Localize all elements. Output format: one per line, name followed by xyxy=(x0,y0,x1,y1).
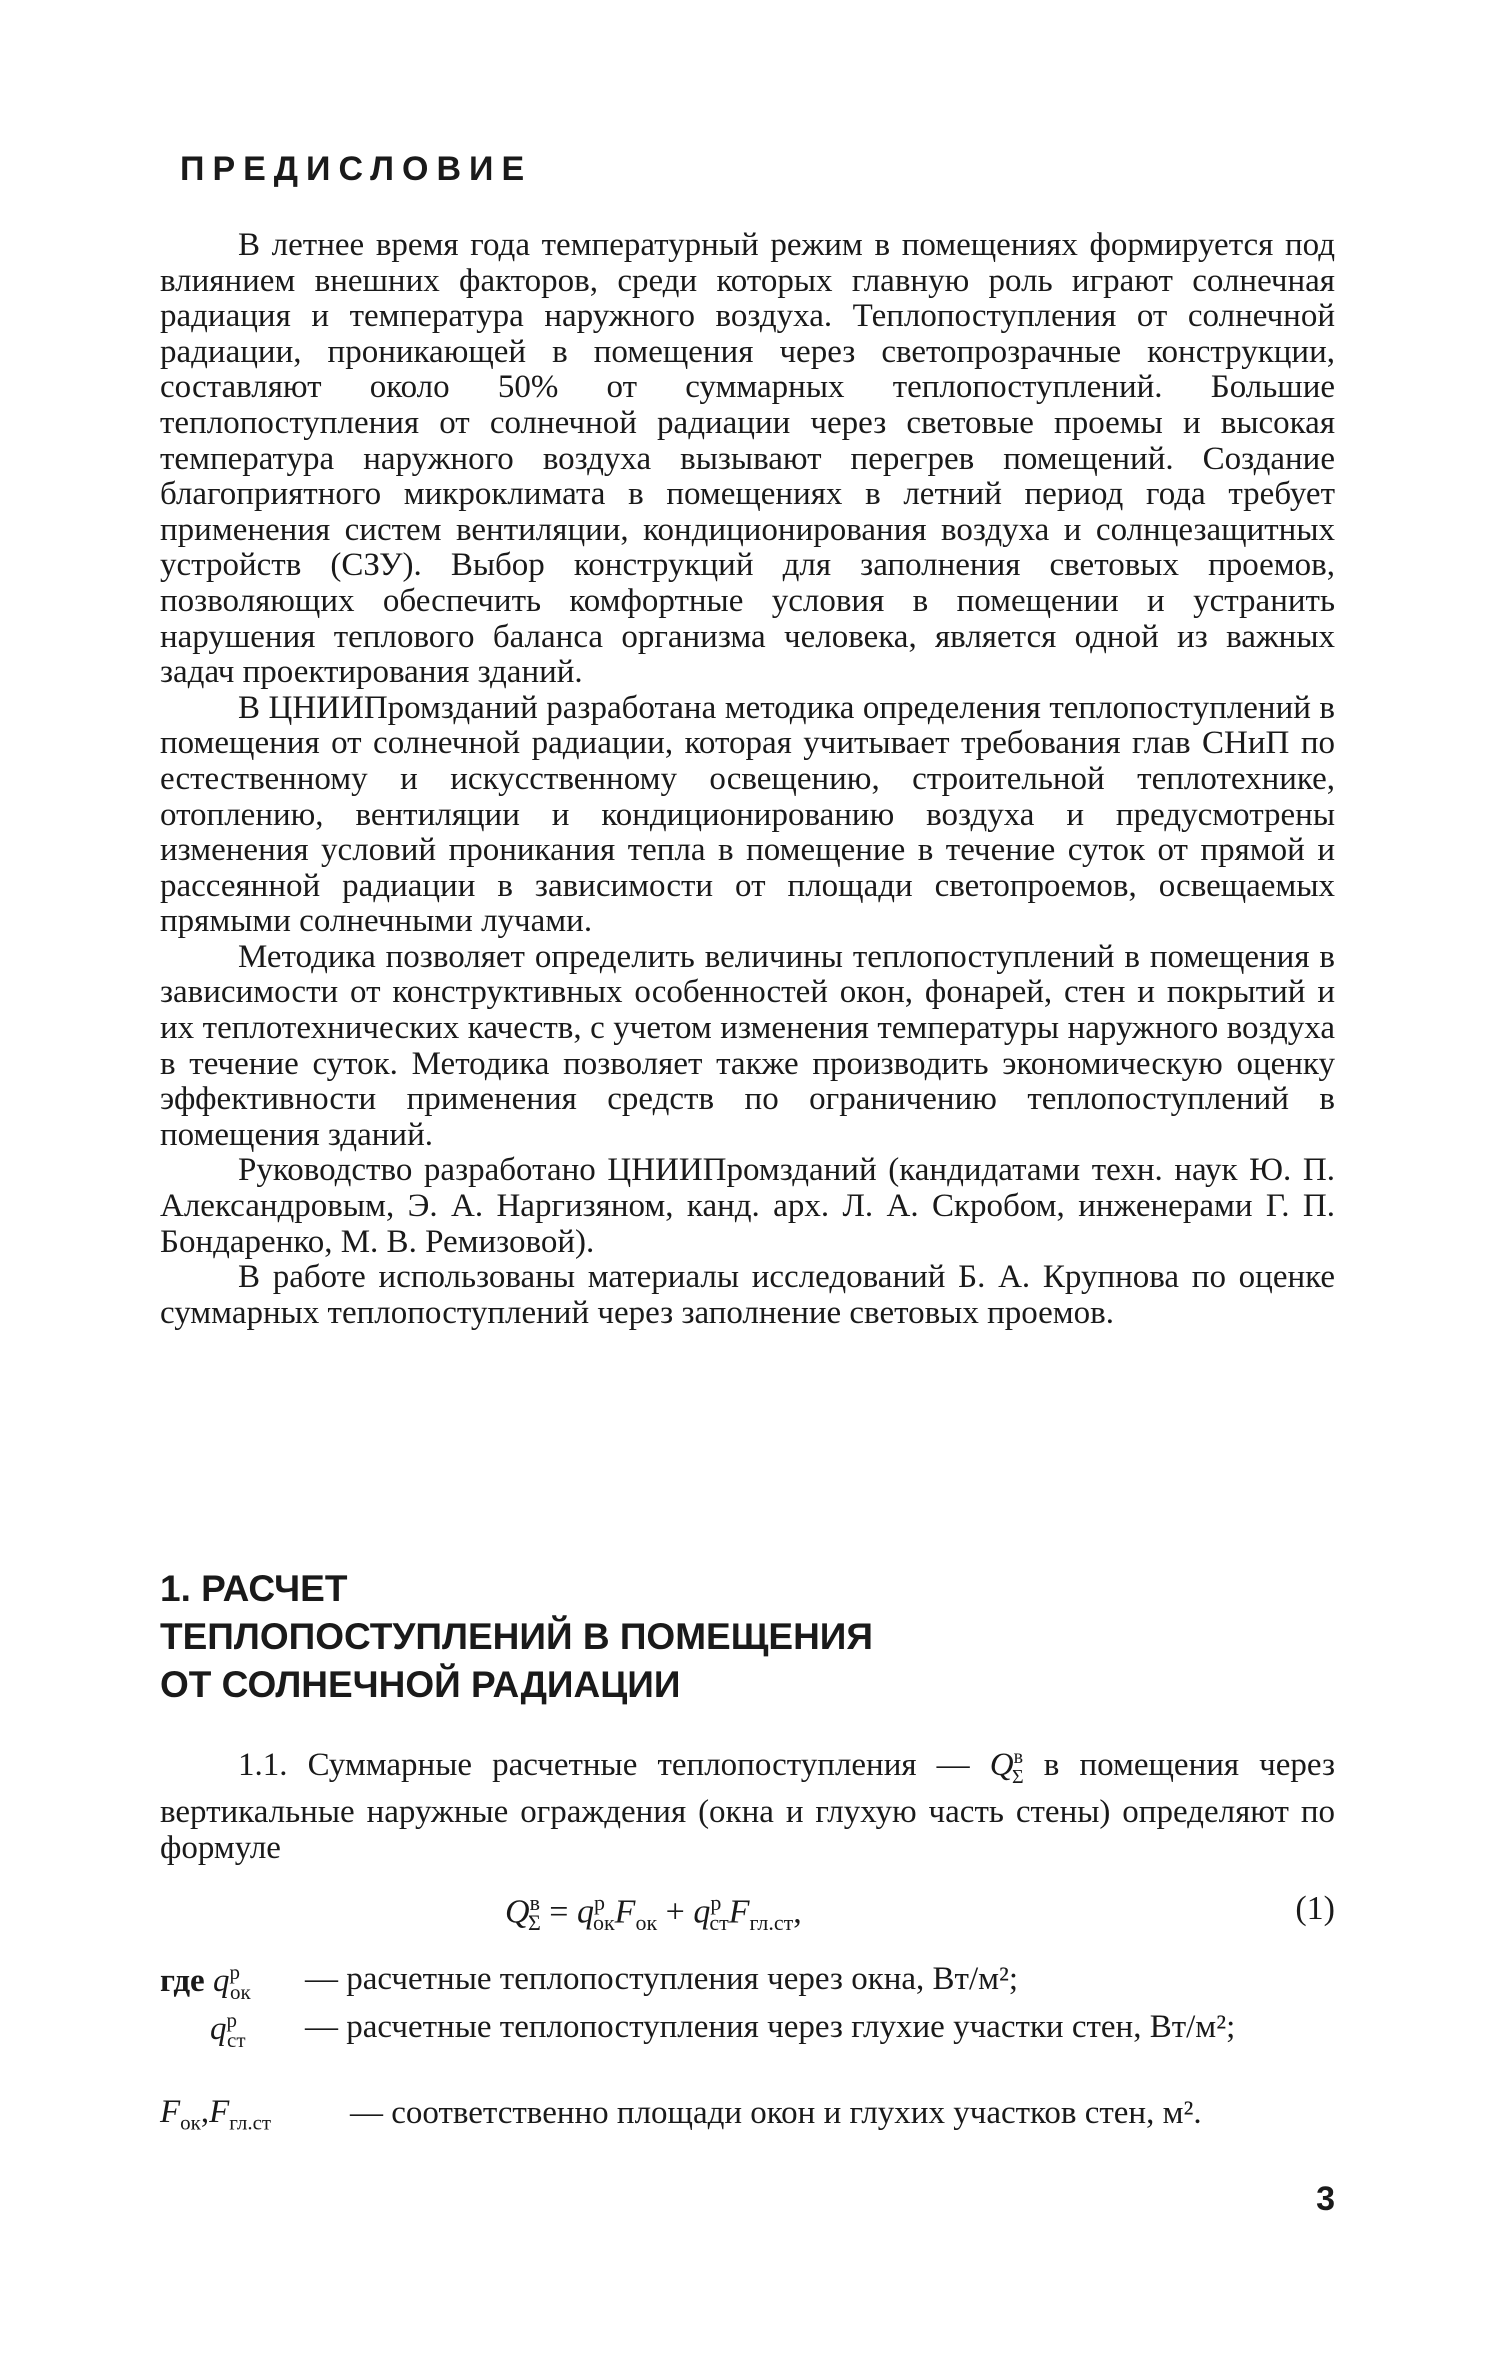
section-heading-line: ТЕПЛОПОСТУПЛЕНИЙ В ПОМЕЩЕНИЯ xyxy=(160,1616,873,1657)
foreword-body xyxy=(160,228,1335,1331)
section-heading-line: 1. РАСЧЕТ xyxy=(160,1568,348,1609)
definition-q-st: $q^р_{ст}$ — расчетные теплопоступления через глухие участки стен, Вт/м²; xyxy=(210,2008,1236,2052)
formula-line xyxy=(160,1890,1335,1940)
paragraph-1-1: 1.1. Суммарные расчетные теплопоступления — $Q^в_\Sigma$ в помещения через вертикальные наружные ограждения (окна и глухую часть стены) определяют по формуле xyxy=(160,1746,1335,1866)
foreword-paragraph: Методика позволяет определить величины теплопоступлений в помещения в зависимости от конструктивных особенностей окон, фонарей, стен и покрытий и их теплотехнических качеств, с учетом изменения температуры наружного воздуха в течение суток. Методика позволяет также производить экономическую оценку эффективности применения средств по ограничению теплопоступлений в помещения зданий. xyxy=(160,938,1335,1153)
definitions xyxy=(160,1960,1335,2142)
page-number: 3 xyxy=(1316,2180,1335,2218)
section-heading xyxy=(160,1565,873,1709)
foreword-paragraph: В летнее время года температурный режим в помещениях формируется под влиянием внешних факторов, среди которых главную роль играют солнечная радиация и температура наружного воздуха. Теплопоступления от солнечной радиации, проникающей в помещения через светопрозрачные конструкции, составляют около 50% от суммарных теплопоступлений. Большие теплопоступления от солнечной радиации через световые проемы и высокая температура наружного воздуха вызывают перегрев помещений. Создание благоприятного микроклимата в помещениях в летний период года требует применения систем вентиляции, кондиционирования воздуха и солнцезащитных устройств (СЗУ). Выбор конструкций для заполнения световых проемов, позволяющих обеспечить комфортные условия в помещении и устранить нарушения теплового баланса организма человека, является одной из важных задач проектирования зданий. xyxy=(160,227,1335,691)
section-body xyxy=(160,1740,1335,1866)
foreword-title: ПРЕДИСЛОВИЕ xyxy=(180,150,533,188)
definition-q-ok: где $q^р_{ок}$ — расчетные теплопоступления через окна, Вт/м²; xyxy=(160,1960,1019,2004)
formula-1: $Q^в_\Sigma = q^р_{ок}F_{ок} + q^р_{ст}F_{гл.ст}$, xyxy=(505,1890,802,1936)
foreword-paragraph: Руководство разработано ЦНИИПромзданий (кандидатами техн. наук Ю. П. Александровым, Э. А. Наргизяном, канд. арх. Л. А. Скробом, инженерами Г. П. Бондаренко, М. В. Ремизовой). xyxy=(160,1152,1335,1260)
definition-f: $F_{ок},F_{гл.ст}$ — соответственно площади окон и глухих участков стен, м². xyxy=(160,2094,1202,2135)
section-heading-line: ОТ СОЛНЕЧНОЙ РАДИАЦИИ xyxy=(160,1664,681,1705)
foreword-paragraph: В работе использованы материалы исследований Б. А. Крупнова по оценке суммарных теплопоступлений через заполнение световых проемов. xyxy=(160,1259,1335,1331)
formula-number: (1) xyxy=(1295,1890,1335,1927)
foreword-paragraph: В ЦНИИПромзданий разработана методика определения теплопоступлений в помещения от солнечной радиации, которая учитывает требования глав СНиП по естественному и искусственному освещению, строительной теплотехнике, отоплению, вентиляции и кондиционированию воздуха и предусмотрены изменения условий проникания тепла в помещение в течение суток от прямой и рассеянной радиации в зависимости от площади светопроемов, освещаемых прямыми солнечными лучами. xyxy=(160,689,1335,940)
